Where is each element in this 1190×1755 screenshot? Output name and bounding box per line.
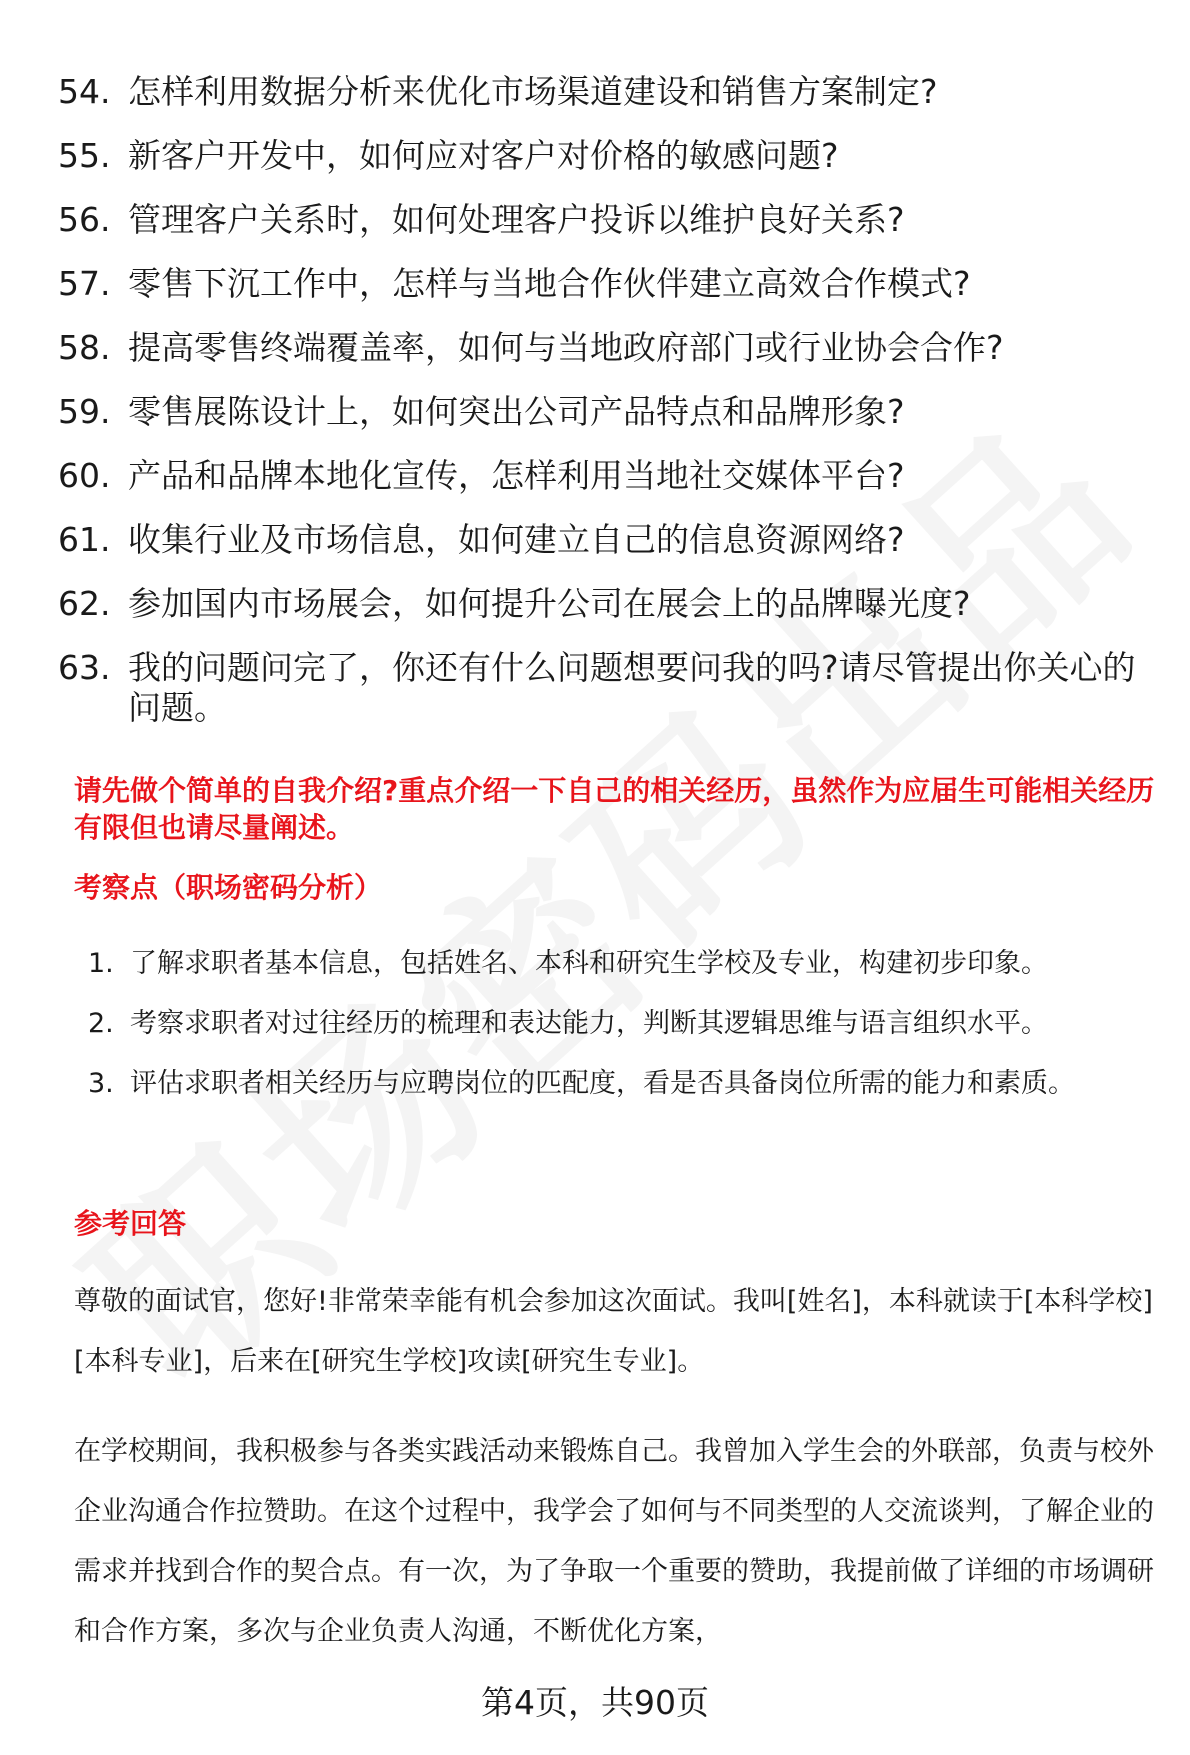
item-number: 60. (58, 456, 111, 495)
item-number: 55. (58, 136, 111, 175)
list-item (88, 1064, 1148, 1114)
answer-paragraph: 尊敬的面试官，您好!非常荣幸能有机会参加这次面试。我叫[姓名]，本科就读于[本科学校][本科专业]，后来在[研究生学校]攻读[研究生专业]。 (74, 1286, 1153, 1377)
list-item (58, 264, 1158, 304)
list-item (58, 328, 1158, 368)
item-number: 63. (58, 648, 111, 687)
item-text: 提高零售终端覆盖率，如何与当地政府部门或行业协会合作? (128, 328, 1004, 367)
item-text: 零售下沉工作中，怎样与当地合作伙伴建立高效合作模式? (128, 264, 971, 303)
item-number: 59. (58, 392, 111, 431)
item-text: 了解求职者基本信息，包括姓名、本科和研究生学校及专业，构建初步印象。 (130, 948, 1048, 979)
item-number: 1. (88, 948, 114, 979)
item-text: 产品和品牌本地化宣传，怎样利用当地社交媒体平台? (128, 456, 905, 495)
section-title-reference-answer: 参考回答 (74, 1207, 187, 1240)
item-number: 57. (58, 264, 111, 303)
list-item (88, 944, 1148, 984)
item-number: 61. (58, 520, 111, 559)
list-item (58, 72, 1158, 112)
list-item (58, 200, 1158, 240)
item-text: 我的问题问完了，你还有什么问题想要问我的吗?请尽管提出你关心的问题。 (128, 648, 1136, 727)
item-text: 参加国内市场展会，如何提升公司在展会上的品牌曝光度? (128, 584, 971, 623)
item-text: 评估求职者相关经历与应聘岗位的匹配度，看是否具备岗位所需的能力和素质。 (130, 1068, 1075, 1099)
list-item (58, 136, 1158, 176)
list-item (58, 392, 1158, 432)
item-text: 管理客户关系时，如何处理客户投诉以维护良好关系? (128, 200, 905, 239)
item-number: 3. (88, 1068, 114, 1099)
list-item (58, 648, 1158, 728)
page-number: 第4页，共90页 (481, 1683, 709, 1722)
item-number: 56. (58, 200, 111, 239)
item-number: 58. (58, 328, 111, 367)
interview-question: 请先做个简单的自我介绍?重点介绍一下自己的相关经历，虽然作为应届生可能相关经历有限但也请尽量阐述。 (74, 774, 1155, 844)
item-text: 零售展陈设计上，如何突出公司产品特点和品牌形象? (128, 392, 905, 431)
item-text: 考察求职者对过往经历的梳理和表达能力，判断其逻辑思维与语言组织水平。 (130, 1008, 1048, 1039)
answer-paragraph: 在学校期间，我积极参与各类实践活动来锻炼自己。我曾加入学生会的外联部，负责与校外企业沟通合作拉赞助。在这个过程中，我学会了如何与不同类型的人交流谈判，了解企业的需求并找到合作的契合点。有一次，为了争取一个重要的赞助，我提前做了详细的市场调研和合作方案，多次与企业负责人沟通，不断优化方案， (74, 1436, 1154, 1647)
item-number: 54. (58, 72, 111, 111)
list-item (58, 520, 1158, 560)
list-item (58, 456, 1158, 496)
section-title-evaluation-points: 考察点（职场密码分析） (74, 871, 383, 904)
list-item (58, 584, 1158, 624)
item-text: 新客户开发中，如何应对客户对价格的敏感问题? (128, 136, 839, 175)
item-number: 2. (88, 1008, 114, 1039)
list-item (88, 1004, 1148, 1044)
evaluation-points-list (88, 944, 1148, 1134)
question-list (58, 72, 1158, 728)
item-text: 怎样利用数据分析来优化市场渠道建设和销售方案制定? (128, 72, 938, 111)
item-text: 收集行业及市场信息，如何建立自己的信息资源网络? (128, 520, 905, 559)
item-number: 62. (58, 584, 111, 623)
